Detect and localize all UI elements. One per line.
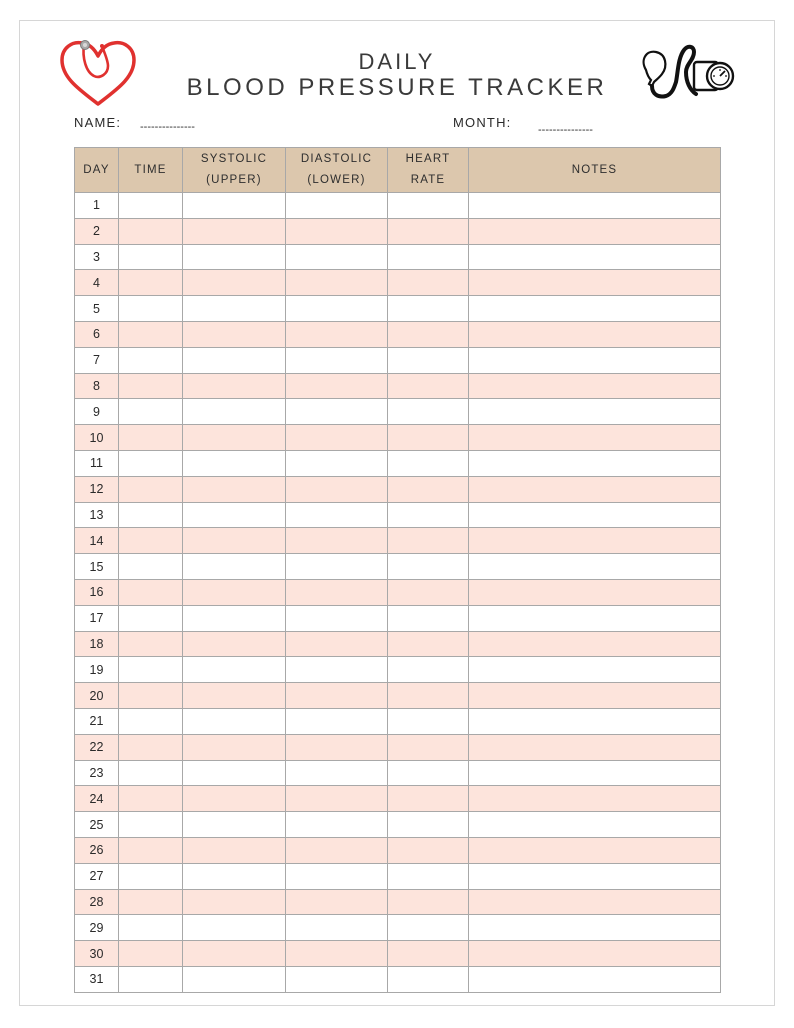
month-blank[interactable]: --------------- [538, 124, 593, 136]
time-cell[interactable] [119, 476, 183, 502]
table-row [75, 966, 721, 992]
notes-cell[interactable] [469, 837, 721, 863]
heart-rate-cell[interactable] [388, 218, 469, 244]
systolic-cell[interactable] [183, 193, 286, 219]
notes-cell[interactable] [469, 450, 721, 476]
time-cell[interactable] [119, 450, 183, 476]
systolic-cell[interactable] [183, 321, 286, 347]
day-cell: 28 [75, 889, 119, 915]
diastolic-cell[interactable] [286, 812, 388, 838]
heart-rate-cell[interactable] [388, 193, 469, 219]
table-row [75, 734, 721, 760]
heart-rate-cell[interactable] [388, 915, 469, 941]
table-row [75, 321, 721, 347]
col-header-systolic-line1: SYSTOLIC [200, 153, 268, 165]
heart-rate-cell[interactable] [388, 605, 469, 631]
notes-cell[interactable] [469, 941, 721, 967]
table-row [75, 425, 721, 451]
time-cell[interactable] [119, 193, 183, 219]
notes-cell[interactable] [469, 760, 721, 786]
time-cell[interactable] [119, 270, 183, 296]
heart-rate-cell[interactable] [388, 941, 469, 967]
diastolic-cell[interactable] [286, 966, 388, 992]
diastolic-cell[interactable] [286, 193, 388, 219]
title-blood-pressure-tracker: BLOOD PRESSURE TRACKER [186, 74, 608, 101]
diastolic-cell[interactable] [286, 786, 388, 812]
time-cell[interactable] [119, 760, 183, 786]
time-cell[interactable] [119, 734, 183, 760]
notes-cell[interactable] [469, 915, 721, 941]
table-row [75, 450, 721, 476]
day-cell: 18 [75, 631, 119, 657]
day-cell: 25 [75, 812, 119, 838]
col-header-day: DAY [75, 148, 119, 193]
heart-rate-cell[interactable] [388, 708, 469, 734]
table-row [75, 399, 721, 425]
diastolic-cell[interactable] [286, 270, 388, 296]
day-cell: 14 [75, 528, 119, 554]
diastolic-cell[interactable] [286, 605, 388, 631]
table-row [75, 760, 721, 786]
diastolic-cell[interactable] [286, 683, 388, 709]
table-row [75, 889, 721, 915]
col-header-diastolic-line1: DIASTOLIC [300, 153, 373, 165]
day-cell: 3 [75, 244, 119, 270]
day-cell: 6 [75, 321, 119, 347]
table-row [75, 863, 721, 889]
notes-cell[interactable] [469, 605, 721, 631]
day-cell: 27 [75, 863, 119, 889]
systolic-cell[interactable] [183, 528, 286, 554]
time-cell[interactable] [119, 863, 183, 889]
table-row [75, 631, 721, 657]
heart-rate-cell[interactable] [388, 889, 469, 915]
notes-cell[interactable] [469, 476, 721, 502]
systolic-cell[interactable] [183, 502, 286, 528]
col-header-systolic-line2: (UPPER) [206, 174, 262, 186]
notes-cell[interactable] [469, 812, 721, 838]
time-cell[interactable] [119, 915, 183, 941]
notes-cell[interactable] [469, 296, 721, 322]
notes-cell[interactable] [469, 218, 721, 244]
heart-rate-cell[interactable] [388, 425, 469, 451]
diastolic-cell[interactable] [286, 941, 388, 967]
heart-rate-cell[interactable] [388, 812, 469, 838]
col-header-notes: NOTES [469, 148, 721, 193]
time-cell[interactable] [119, 631, 183, 657]
table-row [75, 502, 721, 528]
diastolic-cell[interactable] [286, 296, 388, 322]
table-row [75, 373, 721, 399]
name-blank[interactable]: --------------- [140, 121, 195, 133]
name-label: NAME: [74, 115, 122, 130]
systolic-cell[interactable] [183, 915, 286, 941]
time-cell[interactable] [119, 605, 183, 631]
heart-rate-cell[interactable] [388, 786, 469, 812]
month-label: MONTH: [453, 115, 512, 130]
heart-rate-cell[interactable] [388, 528, 469, 554]
notes-cell[interactable] [469, 502, 721, 528]
table-row [75, 941, 721, 967]
heart-rate-cell[interactable] [388, 244, 469, 270]
day-cell: 31 [75, 966, 119, 992]
notes-cell[interactable] [469, 683, 721, 709]
diastolic-cell[interactable] [286, 657, 388, 683]
time-cell[interactable] [119, 941, 183, 967]
systolic-cell[interactable] [183, 863, 286, 889]
heart-rate-cell[interactable] [388, 502, 469, 528]
heart-rate-cell[interactable] [388, 579, 469, 605]
notes-cell[interactable] [469, 244, 721, 270]
systolic-cell[interactable] [183, 683, 286, 709]
diastolic-cell[interactable] [286, 760, 388, 786]
time-cell[interactable] [119, 218, 183, 244]
systolic-cell[interactable] [183, 579, 286, 605]
heart-rate-cell[interactable] [388, 683, 469, 709]
systolic-cell[interactable] [183, 373, 286, 399]
day-cell: 5 [75, 296, 119, 322]
col-header-time: TIME [119, 148, 183, 193]
day-cell: 12 [75, 476, 119, 502]
col-header-diastolic-line2: (LOWER) [307, 174, 366, 186]
table-row [75, 476, 721, 502]
time-cell[interactable] [119, 321, 183, 347]
heart-rate-cell[interactable] [388, 837, 469, 863]
table-row [75, 270, 721, 296]
day-cell: 26 [75, 837, 119, 863]
day-cell: 22 [75, 734, 119, 760]
diastolic-cell[interactable] [286, 244, 388, 270]
time-cell[interactable] [119, 579, 183, 605]
heart-rate-cell[interactable] [388, 966, 469, 992]
diastolic-cell[interactable] [286, 321, 388, 347]
systolic-cell[interactable] [183, 244, 286, 270]
col-header-diastolic [286, 148, 388, 193]
systolic-cell[interactable] [183, 786, 286, 812]
diastolic-cell[interactable] [286, 528, 388, 554]
time-cell[interactable] [119, 657, 183, 683]
systolic-cell[interactable] [183, 605, 286, 631]
notes-cell[interactable] [469, 554, 721, 580]
table-row [75, 218, 721, 244]
time-cell[interactable] [119, 528, 183, 554]
time-cell[interactable] [119, 837, 183, 863]
heart-rate-cell[interactable] [388, 734, 469, 760]
notes-cell[interactable] [469, 321, 721, 347]
col-header-heart-line1: HEART [405, 153, 451, 165]
col-header-heart-line2: RATE [410, 174, 446, 186]
systolic-cell[interactable] [183, 399, 286, 425]
diastolic-cell[interactable] [286, 554, 388, 580]
diastolic-cell[interactable] [286, 450, 388, 476]
day-cell: 1 [75, 193, 119, 219]
heart-rate-cell[interactable] [388, 347, 469, 373]
day-cell: 4 [75, 270, 119, 296]
diastolic-cell[interactable] [286, 631, 388, 657]
table-row [75, 812, 721, 838]
time-cell[interactable] [119, 296, 183, 322]
time-cell[interactable] [119, 244, 183, 270]
systolic-cell[interactable] [183, 812, 286, 838]
systolic-cell[interactable] [183, 270, 286, 296]
notes-cell[interactable] [469, 734, 721, 760]
notes-cell[interactable] [469, 657, 721, 683]
notes-cell[interactable] [469, 889, 721, 915]
diastolic-cell[interactable] [286, 218, 388, 244]
day-cell: 7 [75, 347, 119, 373]
heart-rate-cell[interactable] [388, 631, 469, 657]
time-cell[interactable] [119, 889, 183, 915]
notes-cell[interactable] [469, 966, 721, 992]
heart-rate-cell[interactable] [388, 476, 469, 502]
time-cell[interactable] [119, 786, 183, 812]
notes-cell[interactable] [469, 579, 721, 605]
diastolic-cell[interactable] [286, 734, 388, 760]
table-row [75, 193, 721, 219]
day-cell: 15 [75, 554, 119, 580]
diastolic-cell[interactable] [286, 915, 388, 941]
time-cell[interactable] [119, 347, 183, 373]
systolic-cell[interactable] [183, 760, 286, 786]
heart-rate-cell[interactable] [388, 657, 469, 683]
day-cell: 29 [75, 915, 119, 941]
time-cell[interactable] [119, 683, 183, 709]
title-daily: DAILY [358, 49, 436, 74]
diastolic-cell[interactable] [286, 863, 388, 889]
day-cell: 30 [75, 941, 119, 967]
heart-rate-cell[interactable] [388, 760, 469, 786]
systolic-cell[interactable] [183, 837, 286, 863]
blood-pressure-table [74, 147, 721, 993]
systolic-cell[interactable] [183, 450, 286, 476]
diastolic-cell[interactable] [286, 373, 388, 399]
table-row [75, 683, 721, 709]
heart-rate-cell[interactable] [388, 863, 469, 889]
time-cell[interactable] [119, 812, 183, 838]
day-cell: 8 [75, 373, 119, 399]
day-cell: 24 [75, 786, 119, 812]
time-cell[interactable] [119, 966, 183, 992]
systolic-cell[interactable] [183, 889, 286, 915]
table-row [75, 605, 721, 631]
notes-cell[interactable] [469, 863, 721, 889]
table-row [75, 296, 721, 322]
diastolic-cell[interactable] [286, 476, 388, 502]
systolic-cell[interactable] [183, 966, 286, 992]
systolic-cell[interactable] [183, 347, 286, 373]
heart-rate-cell[interactable] [388, 399, 469, 425]
day-cell: 17 [75, 605, 119, 631]
diastolic-cell[interactable] [286, 399, 388, 425]
diastolic-cell[interactable] [286, 837, 388, 863]
col-header-heart-rate [388, 148, 469, 193]
diastolic-cell[interactable] [286, 425, 388, 451]
heart-rate-cell[interactable] [388, 373, 469, 399]
diastolic-cell[interactable] [286, 708, 388, 734]
systolic-cell[interactable] [183, 708, 286, 734]
day-cell: 23 [75, 760, 119, 786]
systolic-cell[interactable] [183, 554, 286, 580]
table-row [75, 657, 721, 683]
heart-rate-cell[interactable] [388, 554, 469, 580]
day-cell: 21 [75, 708, 119, 734]
notes-cell[interactable] [469, 347, 721, 373]
table-row [75, 708, 721, 734]
heart-rate-cell[interactable] [388, 450, 469, 476]
systolic-cell[interactable] [183, 296, 286, 322]
notes-cell[interactable] [469, 193, 721, 219]
notes-cell[interactable] [469, 631, 721, 657]
day-cell: 13 [75, 502, 119, 528]
time-cell[interactable] [119, 425, 183, 451]
diastolic-cell[interactable] [286, 347, 388, 373]
table-row [75, 554, 721, 580]
systolic-cell[interactable] [183, 631, 286, 657]
table-row [75, 244, 721, 270]
heart-rate-cell[interactable] [388, 270, 469, 296]
day-cell: 10 [75, 425, 119, 451]
systolic-cell[interactable] [183, 941, 286, 967]
time-cell[interactable] [119, 708, 183, 734]
day-cell: 2 [75, 218, 119, 244]
systolic-cell[interactable] [183, 218, 286, 244]
day-cell: 16 [75, 579, 119, 605]
table-row [75, 915, 721, 941]
table-header-row [75, 148, 721, 193]
systolic-cell[interactable] [183, 425, 286, 451]
day-cell: 9 [75, 399, 119, 425]
notes-cell[interactable] [469, 425, 721, 451]
notes-cell[interactable] [469, 270, 721, 296]
diastolic-cell[interactable] [286, 889, 388, 915]
systolic-cell[interactable] [183, 657, 286, 683]
day-cell: 20 [75, 683, 119, 709]
day-cell: 11 [75, 450, 119, 476]
systolic-cell[interactable] [183, 734, 286, 760]
heart-rate-cell[interactable] [388, 321, 469, 347]
notes-cell[interactable] [469, 399, 721, 425]
time-cell[interactable] [119, 502, 183, 528]
time-cell[interactable] [119, 373, 183, 399]
time-cell[interactable] [119, 399, 183, 425]
diastolic-cell[interactable] [286, 579, 388, 605]
diastolic-cell[interactable] [286, 502, 388, 528]
table-row [75, 837, 721, 863]
day-cell: 19 [75, 657, 119, 683]
systolic-cell[interactable] [183, 476, 286, 502]
heart-rate-cell[interactable] [388, 296, 469, 322]
table-body [75, 193, 721, 993]
notes-cell[interactable] [469, 708, 721, 734]
time-cell[interactable] [119, 554, 183, 580]
table-row [75, 786, 721, 812]
notes-cell[interactable] [469, 528, 721, 554]
table-row [75, 528, 721, 554]
table-row [75, 579, 721, 605]
notes-cell[interactable] [469, 786, 721, 812]
notes-cell[interactable] [469, 373, 721, 399]
col-header-systolic [183, 148, 286, 193]
table-row [75, 347, 721, 373]
